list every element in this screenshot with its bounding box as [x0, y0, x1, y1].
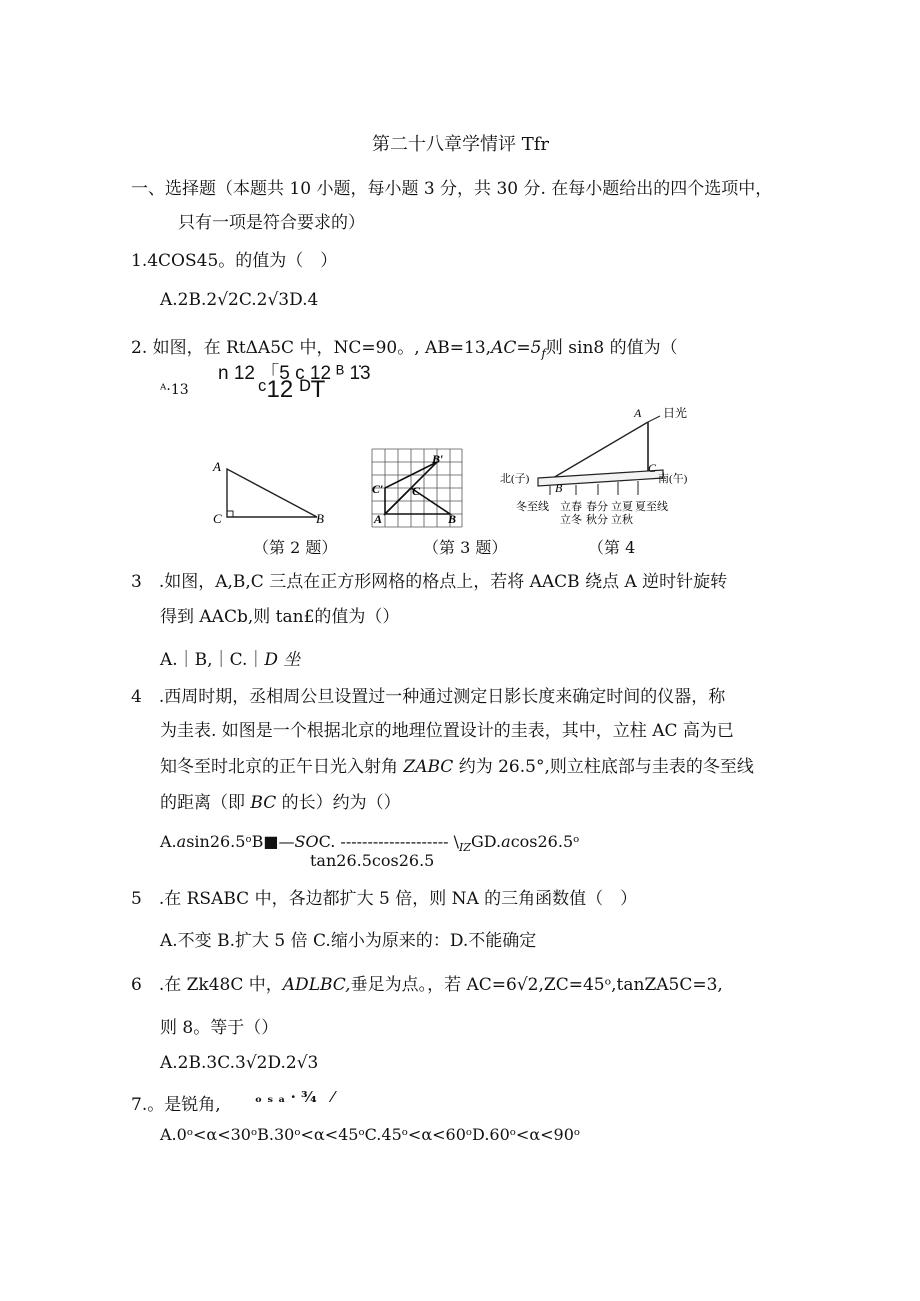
q2-stem: [131, 333, 678, 360]
fig4-label-south: 南(午): [658, 473, 688, 485]
q2-garbled-options-top: n 12 「5 c 12 ᴮ 1̇3: [218, 363, 371, 384]
figure-q4-caption: （第 4: [588, 538, 636, 557]
q4-line2: 为圭表. 如图是一个根据北京的地理位置设计的圭表，其中，立柱 AC 高为已: [160, 721, 734, 741]
q7-options: A.0ᵒ<α<30ᵒB.30ᵒ<α<45ᵒC.45ᵒ<α<60ᵒD.60ᵒ<α<90ᵒ: [160, 1125, 581, 1144]
q4-line1: 4 .西周时期，丞相周公旦设置过一种通过测定日影长度来确定时间的仪器，称: [131, 687, 726, 707]
q4-opt-p7: GD.: [471, 832, 502, 851]
q6-stem-line1: [131, 970, 723, 995]
fig4-label-sun: 日光: [663, 406, 688, 420]
q6-stem-line2: 则 8。等于（）: [160, 1018, 279, 1038]
fig2-label-b: B: [316, 511, 324, 526]
q4-line4: [160, 788, 401, 813]
q4-line3: [160, 752, 754, 777]
fig3-label-a: A: [374, 512, 383, 526]
section-header-line2: 只有一项是符合要求的）: [178, 213, 365, 233]
q4-line3-part1: 知冬至时北京的正午日光入射角: [160, 757, 404, 777]
q4-opt-p5: C. -------------------- \: [318, 832, 460, 851]
fig3-label-b: B: [448, 512, 457, 526]
q4-opt-p1: A.: [160, 832, 177, 851]
q2-garbled-option-cd: ᶜ12 ᴰT: [258, 376, 326, 403]
fig2-label-a: A: [213, 459, 221, 474]
triangle-abc: [227, 469, 317, 517]
fig4-label-b: B: [555, 481, 563, 495]
fig3-label-c-prime: C′: [372, 482, 384, 496]
q6-stem-part1: 6 .在 Zk48C 中，: [131, 975, 283, 995]
q5-options: A.不变 B.扩大 5 倍 C.缩小为原来的：D.不能确定: [160, 931, 537, 951]
q5-stem: 5 .在 RSABC 中，各边都扩大 5 倍，则 NA 的三角函数值（ ）: [131, 889, 638, 909]
fig4-line-lixia: 立夏: [611, 501, 633, 513]
sun-line: [648, 416, 660, 422]
figure-q2-triangle: [205, 455, 335, 530]
fig2-label-c: C: [213, 511, 222, 526]
q6-stem-part3: 垂足为点。，若 AC=6√2,ZC=45ᵒ,tanZA5C=3,: [350, 975, 723, 995]
q3-options-part1: A.｜B,｜C.｜: [160, 650, 265, 670]
q2-stem-part1: 2. 如图，在 RtΔA5C 中，NC=90。, AB=13,: [131, 338, 492, 358]
q2-stem-part2: AC=5: [491, 338, 542, 358]
fig4-label-c: C: [648, 461, 657, 475]
q3-stem-line1: 3 .如图，A,B,C 三点在正方形网格的格点上，若将 AACB 绕点 A 逆时针旋转: [131, 572, 728, 592]
q4-opt-p3: sin26.5ᵒB■—: [186, 832, 295, 851]
q4-opt-p9: cos26.5ᵒ: [510, 832, 580, 851]
q3-options-part2: D 坐: [264, 650, 301, 670]
q2-stem-part4: 则 sin8 的值为（: [545, 338, 678, 358]
fig4-label-a: A: [634, 406, 642, 420]
q4-opt-p6: IZ: [459, 841, 472, 855]
q4-line4-part2: BC: [250, 793, 277, 813]
q1-stem: 1.4COS45。的值为（ ）: [131, 251, 338, 271]
fig4-line-chunfen: 春分: [586, 501, 608, 513]
q4-opt-p4: SO: [294, 832, 319, 851]
section-header-line1: 一、选择题（本题共 10 小题，每小题 3 分，共 30 分. 在每小题给出的四个选项中，: [131, 179, 773, 199]
fig4-label-north: 北(子): [500, 473, 530, 485]
fig4-line-lidong: 立冬: [560, 514, 582, 526]
q4-line3-part3: 约为 26.5°,则立柱底部与圭表的冬至线: [453, 757, 754, 777]
q4-options-denominators: tan26.5cos26.5: [310, 851, 435, 870]
q2-garbled-option-a: ᴬ·13: [160, 382, 189, 398]
fig4-line-winter: 冬至线: [516, 501, 549, 513]
fig3-label-c: C: [412, 484, 421, 498]
q2-stem-part3: f: [541, 346, 546, 361]
right-angle-mark: [227, 511, 233, 517]
q3-options: [160, 645, 300, 670]
fig3-label-b-prime: B′: [432, 452, 444, 466]
q4-line3-part2: ZABC: [403, 757, 454, 777]
q6-stem-part2: ADLBC,: [282, 975, 351, 995]
q4-line4-part3: 的长）约为（）: [276, 793, 401, 813]
q3-stem-line2: 得到 AACb,则 tan£的值为（）: [160, 607, 400, 627]
fig4-line-lichun: 立春: [560, 501, 582, 513]
figure-q4-gnomon: [498, 400, 693, 528]
q7-garbled-formula: ₒ ₛ ₐ · ³⁄₄ ⁄: [255, 1088, 335, 1106]
q4-opt-p8: a: [501, 832, 511, 851]
figure-q3-grid: [366, 445, 466, 530]
fig4-line-summer: 夏至线: [635, 501, 668, 513]
fig4-line-liqiu: 立秋: [611, 514, 633, 526]
figure-q3-caption: （第 3 题）: [423, 538, 508, 557]
page-title: 第二十八章学情评 Tfr: [372, 134, 549, 155]
q4-line4-part1: 的距离（即: [160, 793, 251, 813]
q7-stem: 7.。是锐角,: [131, 1095, 221, 1115]
figure-q2-caption: （第 2 题）: [253, 538, 338, 557]
fig4-line-qiufen: 秋分: [586, 514, 608, 526]
q6-options: A.2B.3C.3√2D.2√3: [160, 1053, 319, 1073]
q1-options: A.2B.2√2C.2√3D.4: [160, 290, 319, 310]
q4-opt-p2: a: [176, 832, 187, 851]
